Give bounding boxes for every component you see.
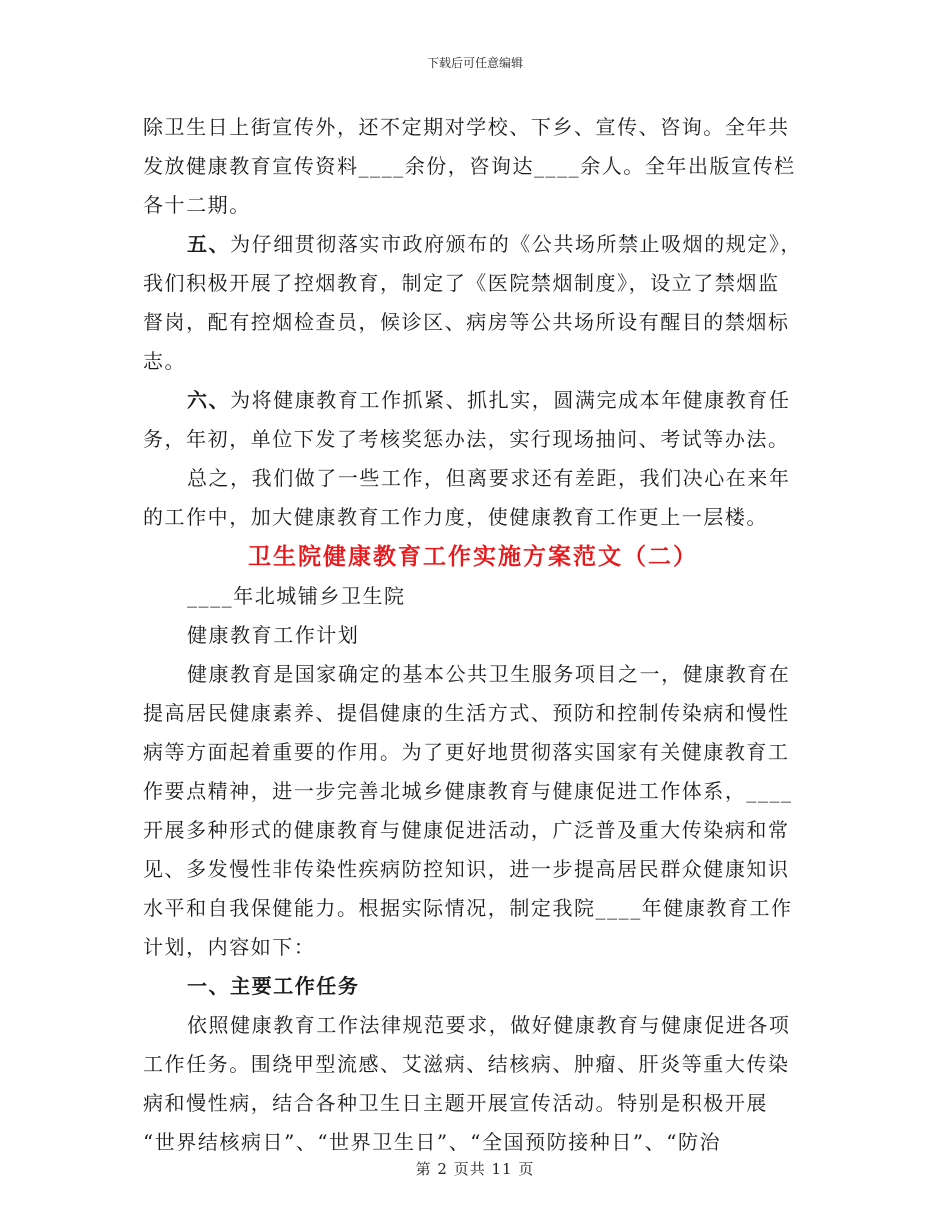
text-line (143, 303, 803, 342)
line-text: “世界结核病日”、“世界卫生日”、“全国预防接种日”、“防治 (143, 1130, 722, 1154)
header-note: 下载后可任意编辑 (426, 56, 523, 70)
text-line (143, 811, 803, 850)
text-line (143, 459, 803, 498)
line-text: 为仔细贯彻落实市政府颁布的《公共场所禁止吸烟的规定》， (230, 232, 802, 256)
line-text: 健康教育是国家确定的基本公共卫生服务项目之一，健康教育在 (187, 662, 791, 686)
text-line (143, 772, 803, 811)
text-line (143, 928, 803, 967)
text-line (143, 1084, 803, 1123)
line-text: 各十二期。 (143, 193, 251, 217)
line-text: 病等方面起着重要的作用。为了更好地贯彻落实国家有关健康教育工 (143, 740, 790, 764)
text-line (143, 186, 803, 225)
page-number-footer: 第 2 页共 11 页 (415, 1160, 535, 1178)
text-line (143, 655, 803, 694)
line-text: 健康教育工作计划 (187, 623, 360, 647)
line-text: 督岗，配有控烟检查员，候诊区、病房等公共场所设有醒目的禁烟标 (143, 310, 790, 334)
line-text: 发放健康教育宣传资料____余份，咨询达____余人。全年出版宣传栏 (143, 154, 796, 178)
text-line (143, 694, 803, 733)
text-line (143, 381, 803, 420)
line-text: 我们积极开展了控烟教育，制定了《医院禁烟制度》，设立了禁烟监 (143, 271, 780, 295)
text-line (143, 498, 803, 537)
text-line (143, 264, 803, 303)
line-text: 依照健康教育工作法律规范要求，做好健康教育与健康促进各项 (187, 1013, 791, 1037)
text-line (143, 889, 803, 928)
paragraph-block-2 (143, 577, 803, 967)
section-heading: 一、主要工作任务 (187, 974, 360, 998)
line-text: 提高居民健康素养、提倡健康的生活方式、预防和控制传染病和慢性 (143, 701, 790, 725)
paragraph-block-3 (143, 1006, 803, 1162)
document-title: 卫生院健康教育工作实施方案范文（二） (248, 543, 698, 570)
text-line (143, 1123, 803, 1162)
text-line (143, 1006, 803, 1045)
line-text: 除卫生日上街宣传外，还不定期对学校、下乡、宣传、咨询。全年共 (143, 115, 790, 139)
text-line (143, 108, 803, 147)
text-line (143, 577, 803, 616)
text-line (143, 420, 803, 459)
line-text: 开展多种形式的健康教育与健康促进活动，广泛普及重大传染病和常 (143, 818, 790, 842)
text-line (143, 616, 803, 655)
bold-numbering: 五、 (187, 232, 231, 256)
line-text: 病和慢性病，结合各种卫生日主题开展宣传活动。特别是积极开展 (143, 1091, 768, 1115)
line-text: 见、多发慢性非传染性疾病防控知识，进一步提高居民群众健康知识 (143, 857, 790, 881)
text-line (143, 850, 803, 889)
text-line (143, 733, 803, 772)
line-text: 作要点精神，进一步完善北城乡健康教育与健康促进工作体系，____ (143, 779, 793, 803)
line-text: 务，年初，单位下发了考核奖惩办法，实行现场抽问、考试等办法。 (143, 427, 790, 451)
line-text: 总之，我们做了一些工作，但离要求还有差距，我们决心在来年 (187, 466, 791, 490)
text-line (143, 342, 803, 381)
text-line (143, 147, 803, 186)
line-text: 的工作中，加大健康教育工作力度，使健康教育工作更上一层楼。 (143, 505, 768, 529)
text-line (143, 225, 803, 264)
document-body (143, 108, 803, 1162)
bold-numbering: 六、 (187, 388, 231, 412)
paragraph-block-1 (143, 108, 803, 537)
line-text: 志。 (143, 349, 187, 373)
line-text: 水平和自我保健能力。根据实际情况，制定我院____年健康教育工作 (143, 896, 793, 920)
line-text: 工作任务。围绕甲型流感、艾滋病、结核病、肿瘤、肝炎等重大传染 (143, 1052, 790, 1076)
line-text: ____年北城铺乡卫生院 (187, 584, 406, 608)
text-line (143, 1045, 803, 1084)
line-text: 为将健康教育工作抓紧、抓扎实，圆满完成本年健康教育任 (230, 388, 791, 412)
line-text: 计划，内容如下： (143, 935, 316, 959)
